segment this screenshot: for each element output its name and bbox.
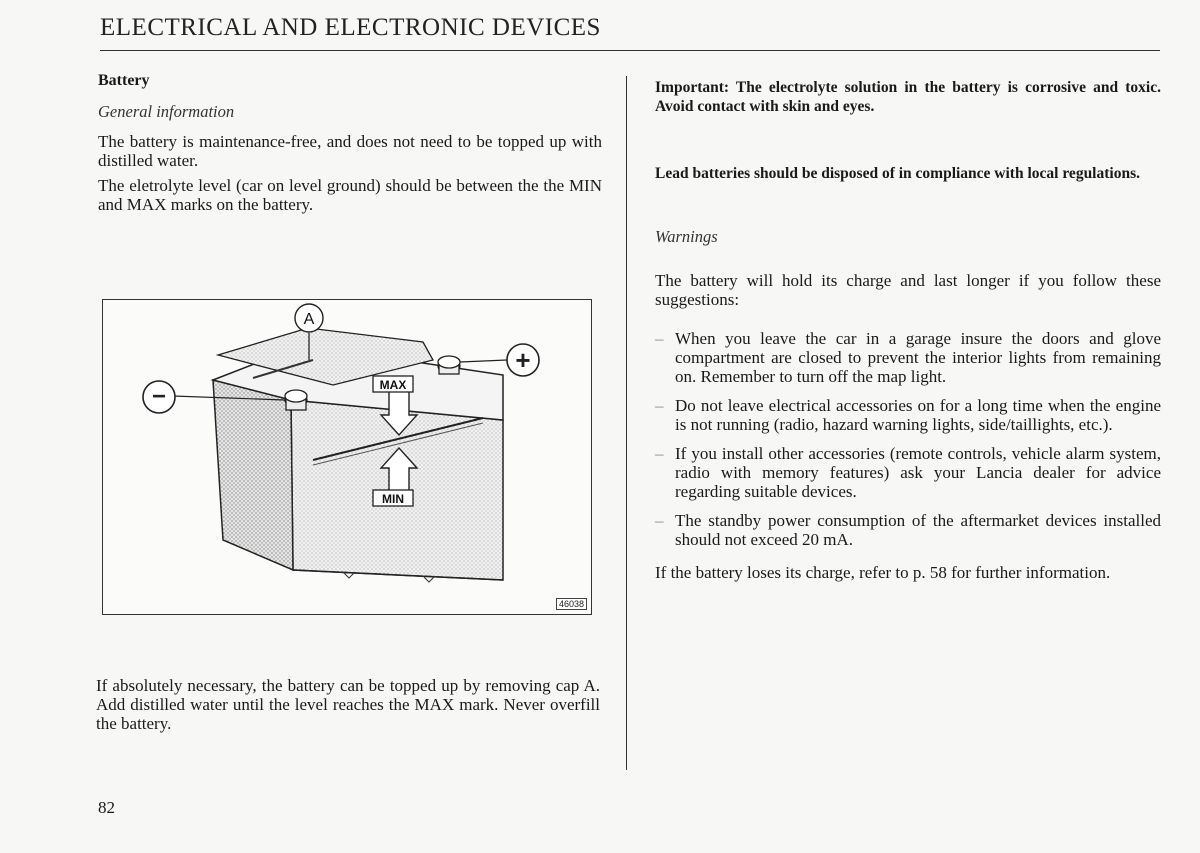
list-item-text: If you install other accessories (remote controls, vehicle alarm system, radio with memory features) ask your Lancia dealer for advice regarding suitable devices. [675,444,1161,501]
list-item-text: The standby power consumption of the aftermarket devices installed should not exceed 20 mA. [675,511,1161,549]
list-item [655,329,1161,386]
subheading-warnings: Warnings [655,227,718,246]
disposal-note: Lead batteries should be disposed of in compliance with local regulations. [655,165,1140,182]
title-rule [100,50,1160,51]
left-bottom [96,676,600,733]
battery-illustration [103,300,591,614]
callout-a-label: A [303,311,315,328]
battery-figure [102,299,592,615]
page-title: ELECTRICAL AND ELECTRONIC DEVICES [100,14,601,41]
warnings-list [655,329,1161,549]
subheading-general-information: General information [98,102,235,121]
list-dash: – [655,511,664,530]
list-dash: – [655,444,664,463]
left-column [98,72,602,220]
column-divider [626,76,627,770]
warnings-intro: The battery will hold its charge and last longer if you follow these suggestions: [655,271,1161,309]
list-item-text: When you leave the car in a garage insure the doors and glove compartment are closed to prevent the interior lights from remaining on. Remember to turn off the map light. [675,329,1161,386]
list-item [655,444,1161,501]
plus-symbol: + [515,345,531,375]
min-label: MIN [382,492,404,506]
list-dash: – [655,396,664,415]
max-label: MAX [379,378,407,392]
page-number: 82 [98,798,115,817]
list-item-text: Do not leave electrical accessories on for a long time when the engine is not running (radio, hazard warning lights, side/taillights, etc.). [675,396,1161,434]
closing-note: If the battery loses its charge, refer to p. 58 for further information. [655,563,1111,582]
important-note: Important: The electrolyte solution in the battery is corrosive and toxic. Avoid contact with skin and eyes. [655,79,1161,115]
list-item [655,396,1161,434]
paragraph-topping-up: If absolutely necessary, the battery can be topped up by removing cap A. Add distilled water until the level reaches the MAX mark. Never overfill the battery. [96,676,600,733]
section-heading-battery: Battery [98,72,150,89]
paragraph-maintenance-free: The battery is maintenance-free, and does not need to be topped up with distilled water. [98,132,602,170]
minus-symbol: − [151,383,167,410]
battery-side [213,380,293,570]
list-dash: – [655,329,664,348]
list-item [655,511,1161,549]
figure-code: 46038 [556,598,587,610]
right-column [655,78,1161,582]
paragraph-electrolyte-level: The eletrolyte level (car on level ground) should be between the the MIN and MAX marks on the battery. [98,176,602,214]
